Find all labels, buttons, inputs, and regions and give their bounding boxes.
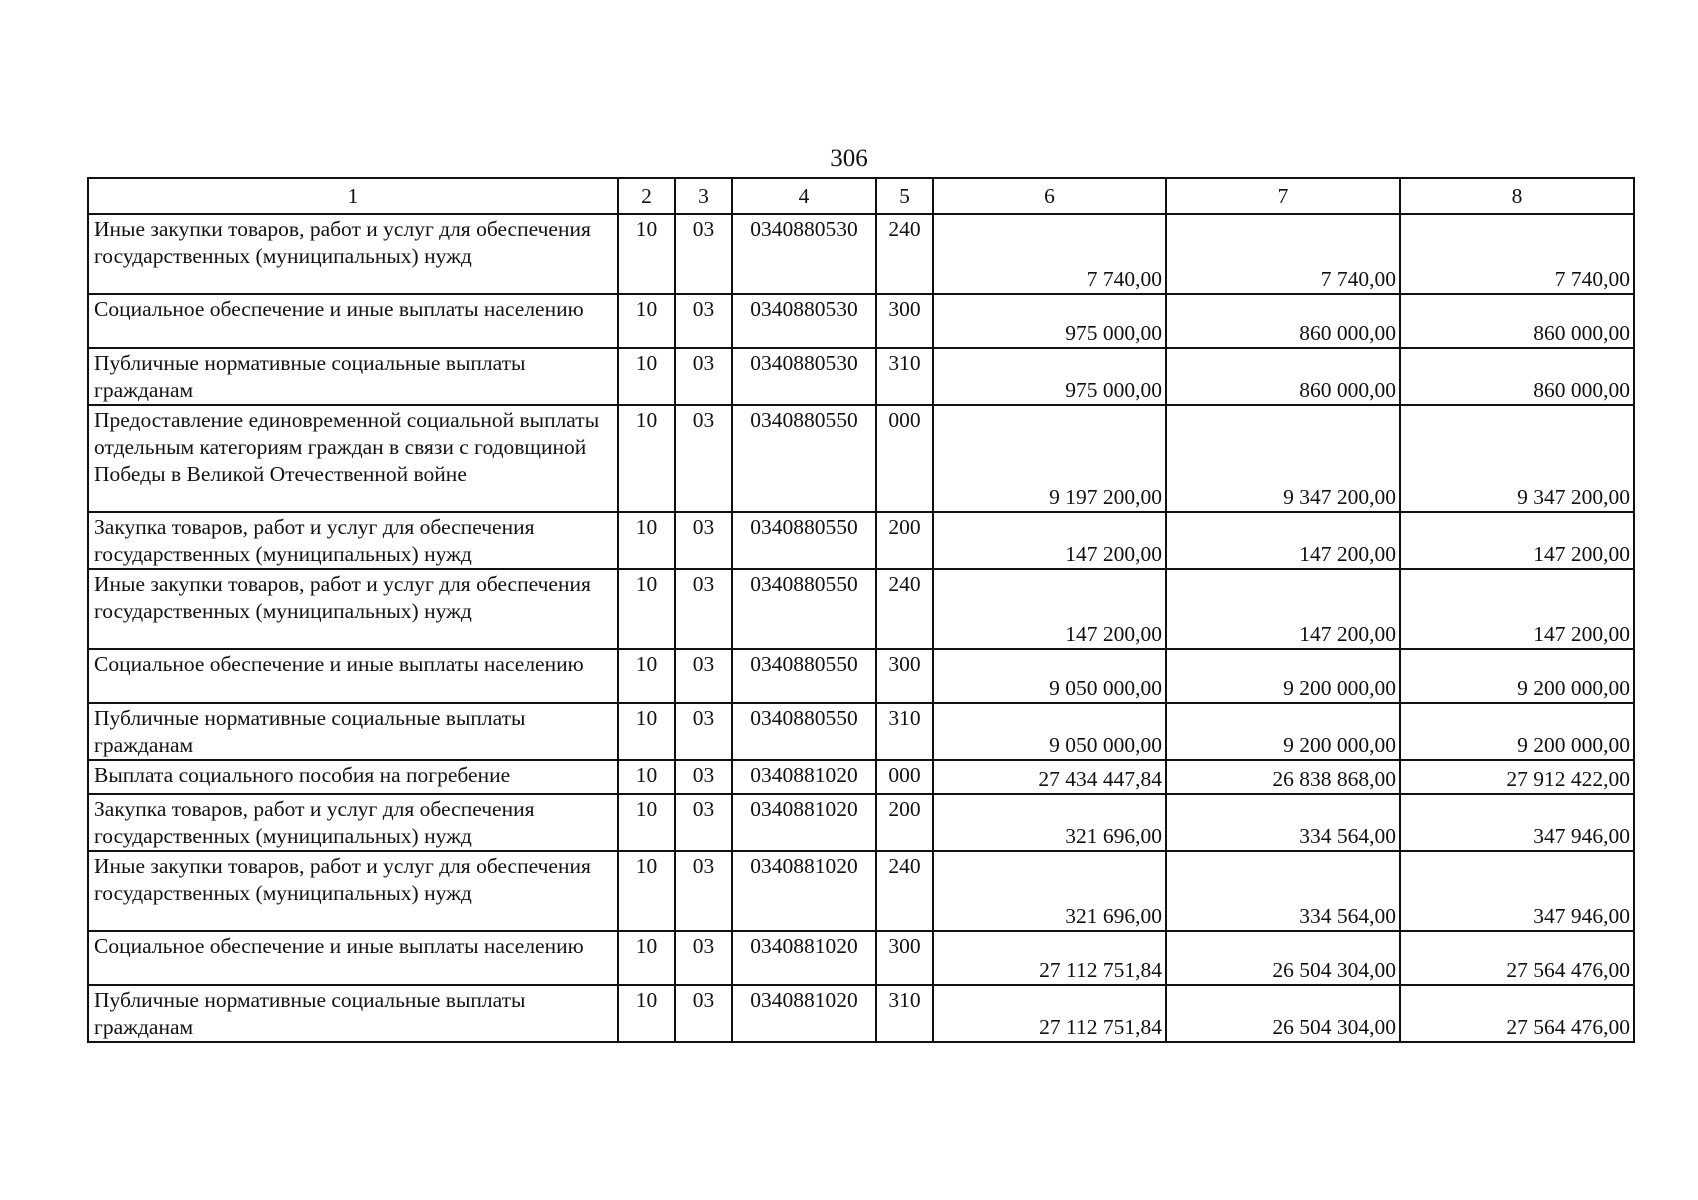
amount-col7: 9 347 200,00	[1166, 405, 1400, 512]
subsection-code: 03	[675, 703, 732, 760]
amount-col7: 334 564,00	[1166, 794, 1400, 851]
amount-col8: 860 000,00	[1400, 294, 1634, 348]
amount-col6: 9 050 000,00	[933, 649, 1166, 703]
amount-col6: 975 000,00	[933, 348, 1166, 405]
amount-col6: 147 200,00	[933, 569, 1166, 649]
amount-col8: 347 946,00	[1400, 851, 1634, 931]
section-code: 10	[618, 569, 675, 649]
expense-type-code: 200	[876, 794, 933, 851]
expense-type-code: 000	[876, 760, 933, 794]
amount-col8: 9 347 200,00	[1400, 405, 1634, 512]
amount-col6: 7 740,00	[933, 214, 1166, 294]
amount-col7: 7 740,00	[1166, 214, 1400, 294]
expense-type-code: 000	[876, 405, 933, 512]
amount-col8: 9 200 000,00	[1400, 703, 1634, 760]
section-code: 10	[618, 294, 675, 348]
table-row	[88, 214, 1634, 294]
section-code: 10	[618, 760, 675, 794]
row-name: Иные закупки товаров, работ и услуг для обеспечения государственных (муниципальных) нужд	[88, 214, 618, 294]
amount-col8: 7 740,00	[1400, 214, 1634, 294]
amount-col7: 147 200,00	[1166, 512, 1400, 569]
amount-col8: 347 946,00	[1400, 794, 1634, 851]
expense-type-code: 310	[876, 985, 933, 1042]
expense-type-code: 200	[876, 512, 933, 569]
section-code: 10	[618, 512, 675, 569]
amount-col6: 9 197 200,00	[933, 405, 1166, 512]
table-header-row	[88, 178, 1634, 214]
table-row	[88, 569, 1634, 649]
column-header: 7	[1166, 178, 1400, 214]
row-name: Выплата социального пособия на погребение	[88, 760, 618, 794]
target-article-code: 0340880550	[732, 405, 876, 512]
subsection-code: 03	[675, 348, 732, 405]
column-header: 8	[1400, 178, 1634, 214]
section-code: 10	[618, 649, 675, 703]
subsection-code: 03	[675, 512, 732, 569]
row-name: Социальное обеспечение и иные выплаты населению	[88, 294, 618, 348]
subsection-code: 03	[675, 985, 732, 1042]
target-article-code: 0340880550	[732, 512, 876, 569]
amount-col6: 321 696,00	[933, 851, 1166, 931]
section-code: 10	[618, 931, 675, 985]
table-row	[88, 294, 1634, 348]
row-name: Публичные нормативные социальные выплаты гражданам	[88, 348, 618, 405]
table-row	[88, 703, 1634, 760]
subsection-code: 03	[675, 931, 732, 985]
target-article-code: 0340880550	[732, 649, 876, 703]
section-code: 10	[618, 851, 675, 931]
column-header: 3	[675, 178, 732, 214]
table-row	[88, 348, 1634, 405]
row-name: Иные закупки товаров, работ и услуг для обеспечения государственных (муниципальных) нужд	[88, 569, 618, 649]
section-code: 10	[618, 703, 675, 760]
amount-col7: 9 200 000,00	[1166, 703, 1400, 760]
section-code: 10	[618, 214, 675, 294]
subsection-code: 03	[675, 214, 732, 294]
amount-col7: 9 200 000,00	[1166, 649, 1400, 703]
amount-col7: 334 564,00	[1166, 851, 1400, 931]
table-row	[88, 794, 1634, 851]
subsection-code: 03	[675, 294, 732, 348]
subsection-code: 03	[675, 569, 732, 649]
subsection-code: 03	[675, 794, 732, 851]
expense-type-code: 300	[876, 649, 933, 703]
table-row	[88, 405, 1634, 512]
amount-col8: 27 564 476,00	[1400, 985, 1634, 1042]
row-name: Иные закупки товаров, работ и услуг для обеспечения государственных (муниципальных) нужд	[88, 851, 618, 931]
expense-type-code: 240	[876, 851, 933, 931]
table-row	[88, 931, 1634, 985]
amount-col8: 27 912 422,00	[1400, 760, 1634, 794]
amount-col6: 321 696,00	[933, 794, 1166, 851]
expense-type-code: 240	[876, 214, 933, 294]
amount-col7: 860 000,00	[1166, 294, 1400, 348]
expense-type-code: 300	[876, 294, 933, 348]
column-header: 1	[88, 178, 618, 214]
column-header: 5	[876, 178, 933, 214]
amount-col8: 860 000,00	[1400, 348, 1634, 405]
row-name: Социальное обеспечение и иные выплаты населению	[88, 649, 618, 703]
target-article-code: 0340881020	[732, 985, 876, 1042]
table-row	[88, 512, 1634, 569]
row-name: Закупка товаров, работ и услуг для обеспечения государственных (муниципальных) нужд	[88, 512, 618, 569]
target-article-code: 0340880530	[732, 294, 876, 348]
target-article-code: 0340881020	[732, 794, 876, 851]
amount-col8: 9 200 000,00	[1400, 649, 1634, 703]
table-row	[88, 760, 1634, 794]
expense-type-code: 310	[876, 348, 933, 405]
amount-col6: 9 050 000,00	[933, 703, 1166, 760]
amount-col7: 26 504 304,00	[1166, 985, 1400, 1042]
amount-col6: 975 000,00	[933, 294, 1166, 348]
table-row	[88, 649, 1634, 703]
section-code: 10	[618, 348, 675, 405]
amount-col8: 27 564 476,00	[1400, 931, 1634, 985]
target-article-code: 0340881020	[732, 760, 876, 794]
amount-col7: 26 838 868,00	[1166, 760, 1400, 794]
row-name: Публичные нормативные социальные выплаты гражданам	[88, 703, 618, 760]
target-article-code: 0340880550	[732, 569, 876, 649]
budget-table	[87, 177, 1635, 1043]
row-name: Предоставление единовременной социальной выплаты отдельным категориям граждан в связи с годовщиной Победы в Великой Отечественной войне	[88, 405, 618, 512]
row-name: Социальное обеспечение и иные выплаты населению	[88, 931, 618, 985]
row-name: Закупка товаров, работ и услуг для обеспечения государственных (муниципальных) нужд	[88, 794, 618, 851]
amount-col6: 27 434 447,84	[933, 760, 1166, 794]
expense-type-code: 300	[876, 931, 933, 985]
column-header: 6	[933, 178, 1166, 214]
section-code: 10	[618, 794, 675, 851]
expense-type-code: 240	[876, 569, 933, 649]
subsection-code: 03	[675, 649, 732, 703]
section-code: 10	[618, 985, 675, 1042]
subsection-code: 03	[675, 851, 732, 931]
amount-col6: 27 112 751,84	[933, 931, 1166, 985]
subsection-code: 03	[675, 405, 732, 512]
amount-col8: 147 200,00	[1400, 569, 1634, 649]
section-code: 10	[618, 405, 675, 512]
amount-col7: 147 200,00	[1166, 569, 1400, 649]
target-article-code: 0340880530	[732, 348, 876, 405]
amount-col6: 27 112 751,84	[933, 985, 1166, 1042]
amount-col7: 860 000,00	[1166, 348, 1400, 405]
subsection-code: 03	[675, 760, 732, 794]
amount-col7: 26 504 304,00	[1166, 931, 1400, 985]
column-header: 4	[732, 178, 876, 214]
target-article-code: 0340881020	[732, 851, 876, 931]
target-article-code: 0340880550	[732, 703, 876, 760]
row-name: Публичные нормативные социальные выплаты гражданам	[88, 985, 618, 1042]
amount-col8: 147 200,00	[1400, 512, 1634, 569]
target-article-code: 0340880530	[732, 214, 876, 294]
table-row	[88, 851, 1634, 931]
amount-col6: 147 200,00	[933, 512, 1166, 569]
expense-type-code: 310	[876, 703, 933, 760]
column-header: 2	[618, 178, 675, 214]
page-number: 306	[830, 145, 868, 172]
table-row	[88, 985, 1634, 1042]
target-article-code: 0340881020	[732, 931, 876, 985]
